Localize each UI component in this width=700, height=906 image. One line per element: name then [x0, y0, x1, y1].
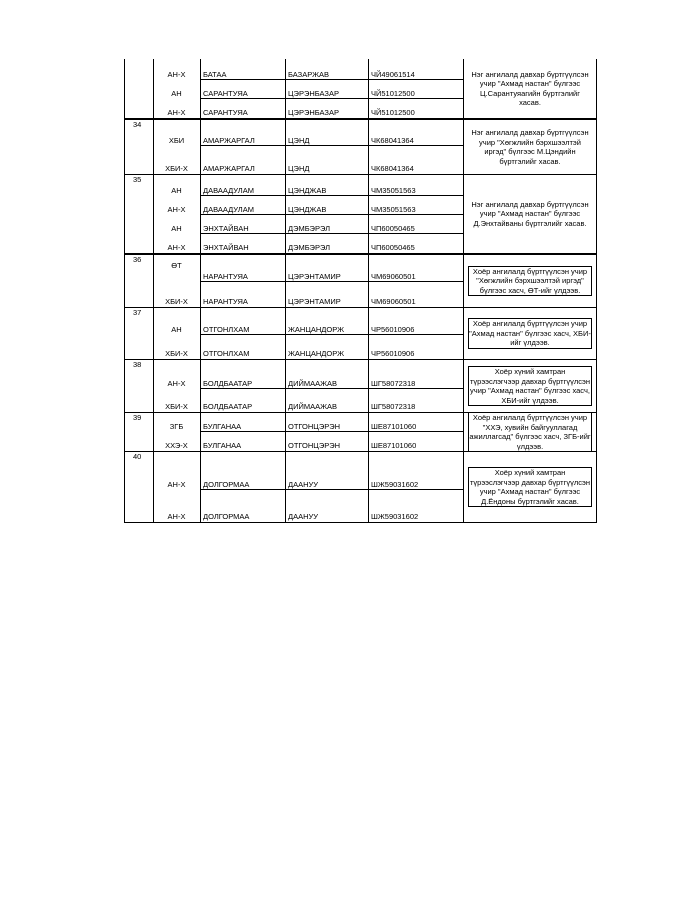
register-number-cell: ЧМ35051563	[371, 205, 416, 214]
first-name-cell: ДАВААДУЛАМ	[203, 186, 254, 195]
table-row	[125, 196, 464, 215]
register-number-cell: ШГ58072318	[371, 402, 416, 411]
first-name-cell: БАТАА	[203, 70, 227, 79]
category-code-cell: ХБИ-Х	[165, 402, 188, 411]
table-row-group	[124, 59, 597, 118]
note-text: Хоёр ангилалд бүртгүүлсэн учир "ХХЭ, хувийн байгууллагад ажиллагсад" бүлгээс хасч, ЗГБ-ийг үлдээв.	[469, 413, 591, 451]
table-row	[125, 99, 464, 118]
table-row	[125, 215, 464, 234]
last-name-cell: ДИЙМААЖАВ	[288, 379, 338, 388]
table-row	[125, 120, 464, 146]
first-name-cell: ОТГОНЛХАМ	[203, 349, 250, 358]
group-number: 36	[133, 255, 142, 264]
group-number: 35	[133, 175, 142, 184]
note-text: Нэг ангилалд давхар бүртгүүлсэн учир "Ахмад настан" бүлгээс Д.Энхтайваны бүртгэлийг хасав.	[471, 199, 589, 228]
register-number-cell: ШЕ87101060	[371, 422, 417, 431]
note-cell	[464, 255, 596, 307]
last-name-cell: ДЭМБЭРЭЛ	[288, 224, 331, 233]
register-number-cell: ЧР56010906	[371, 325, 415, 334]
register-number-cell: ЧР56010906	[371, 349, 415, 358]
last-name-cell: ЖАНЦАНДОРЖ	[288, 325, 345, 334]
category-code-cell: ХБИ-Х	[165, 164, 188, 173]
table-row-group	[124, 359, 597, 412]
note-text: Хоёр ангилалд бүртгүүлсэн учир "Хөгжлийн бэрхшээлтэй иргэд" бүлгээс хасч, ӨТ-ийг үлдээв.	[469, 267, 591, 296]
category-code-cell: АН-Х	[167, 108, 186, 117]
last-name-cell: ЦЭНД	[288, 164, 310, 173]
table-row-group	[124, 118, 597, 174]
register-number-cell: ШЖ59031602	[371, 512, 419, 521]
first-name-cell: БОЛДБААТАР	[203, 379, 253, 388]
note-cell	[464, 413, 596, 451]
register-number-cell: ЧМ35051563	[371, 186, 416, 195]
note-cell	[464, 308, 596, 359]
register-number-cell: ЧК68041364	[371, 164, 414, 173]
first-name-cell: ЭНХТАЙВАН	[203, 243, 249, 252]
table-row	[125, 360, 464, 389]
first-name-cell: БУЛГАНАА	[203, 441, 242, 450]
group-number: 34	[133, 120, 142, 129]
category-code-cell: АН-Х	[167, 70, 186, 79]
category-code-cell: АН	[171, 89, 182, 98]
table-row	[125, 59, 464, 80]
register-number-cell: ЧМ69060501	[371, 272, 416, 281]
table-row	[125, 80, 464, 99]
group-number: 37	[133, 308, 142, 317]
table-row	[125, 255, 464, 282]
table-row	[125, 335, 464, 359]
table-row-group	[124, 253, 597, 307]
category-code-cell: ЗГБ	[169, 422, 184, 431]
note-cell	[464, 452, 596, 522]
last-name-cell: ОТГОНЦЭРЭН	[288, 422, 341, 431]
last-name-cell: ДИЙМААЖАВ	[288, 402, 338, 411]
note-text: Хоёр хүний хамтран түрээслэгчээр давхар бүртгүүлсэн учир "Ахмад настан" бүлгээс Д.Ёндоны бүртгэлийг хасав.	[469, 468, 591, 506]
register-number-cell: ЧП60050465	[371, 243, 415, 252]
first-name-cell: ДАВААДУЛАМ	[203, 205, 254, 214]
last-name-cell: ДААНУУ	[288, 512, 319, 521]
note-cell	[464, 120, 596, 174]
register-number-cell: ШЖ59031602	[371, 480, 419, 489]
last-name-cell: БАЗАРЖАВ	[288, 70, 330, 79]
table-row-group	[124, 412, 597, 451]
first-name-cell: САРАНТУЯА	[203, 89, 248, 98]
register-number-cell: ЧЙ49061514	[371, 70, 415, 79]
category-code-cell: АН-Х	[167, 205, 186, 214]
note-text: Хоёр ангилалд бүртгүүлсэн учир "Ахмад настан" бүлгээс хасч, ХБИ-ийг үлдээв.	[469, 319, 591, 348]
first-name-cell: БУЛГАНАА	[203, 422, 242, 431]
first-name-cell: БОЛДБААТАР	[203, 402, 253, 411]
last-name-cell: ЦЭНД	[288, 136, 310, 145]
register-number-cell: ШГ58072318	[371, 379, 416, 388]
table-row	[125, 452, 464, 490]
group-number: 39	[133, 413, 142, 422]
category-code-cell: ХБИ-Х	[165, 297, 188, 306]
last-name-cell: ЖАНЦАНДОРЖ	[288, 349, 345, 358]
table-row	[125, 413, 464, 432]
table-row	[125, 490, 464, 522]
first-name-cell: АМАРЖАРГАЛ	[203, 136, 255, 145]
category-code-cell: АН-Х	[167, 512, 186, 521]
first-name-cell: САРАНТУЯА	[203, 108, 248, 117]
first-name-cell: АМАРЖАРГАЛ	[203, 164, 255, 173]
category-code-cell: ХБИ	[168, 136, 185, 145]
note-cell	[464, 59, 596, 118]
note-text: Нэг ангилалд давхар бүртгүүлсэн учир "Хөгжлийн бэрхшээлтэй иргэд" бүлгээс М.Цэндийн бүртгэлийг хасав.	[471, 128, 589, 166]
table-row	[125, 146, 464, 174]
last-name-cell: ОТГОНЦЭРЭН	[288, 441, 341, 450]
category-code-cell: ХХЭ-Х	[165, 441, 188, 450]
group-number: 38	[133, 360, 142, 369]
last-name-cell: ЦЭРЭНБАЗАР	[288, 108, 339, 117]
register-number-cell: ЧЙ51012500	[371, 89, 415, 98]
register-number-cell: ЧК68041364	[371, 136, 414, 145]
note-cell	[464, 360, 596, 412]
first-name-cell: ОТГОНЛХАМ	[203, 325, 250, 334]
table-row	[125, 282, 464, 307]
note-text: Хоёр хүний хамтран түрээслэгчээр давхар бүртгүүлсэн учир "Ахмад настан" бүлгээс хасч, ХБИ-ийг үлдээв.	[469, 367, 591, 405]
last-name-cell: ЦЭНДЖАВ	[288, 186, 327, 195]
last-name-cell: ДААНУУ	[288, 480, 319, 489]
category-code-cell: АН-Х	[167, 379, 186, 388]
table-row	[125, 389, 464, 412]
table-row	[125, 234, 464, 253]
note-cell	[464, 175, 596, 253]
last-name-cell: ДЭМБЭРЭЛ	[288, 243, 331, 252]
first-name-cell: НАРАНТУЯА	[203, 272, 248, 281]
register-number-cell: ЧМ69060501	[371, 297, 416, 306]
table-row-group	[124, 451, 597, 523]
table-row	[125, 175, 464, 196]
last-name-cell: ЦЭРЭНТАМИР	[288, 297, 341, 306]
group-number: 40	[133, 452, 142, 461]
register-number-cell: ЧП60050465	[371, 224, 415, 233]
duplicate-registrations-table	[124, 59, 597, 523]
first-name-cell: ДОЛГОРМАА	[203, 480, 250, 489]
last-name-cell: ЦЭНДЖАВ	[288, 205, 327, 214]
first-name-cell: НАРАНТУЯА	[203, 297, 248, 306]
register-number-cell: ШЕ87101060	[371, 441, 417, 450]
first-name-cell: ДОЛГОРМАА	[203, 512, 250, 521]
category-code-cell: ӨТ	[171, 261, 182, 270]
category-code-cell: АН-Х	[167, 243, 186, 252]
table-row-group	[124, 307, 597, 359]
category-code-cell: ХБИ-Х	[165, 349, 188, 358]
table-row	[125, 432, 464, 451]
category-code-cell: АН-Х	[167, 480, 186, 489]
register-number-cell: ЧЙ51012500	[371, 108, 415, 117]
last-name-cell: ЦЭРЭНБАЗАР	[288, 89, 339, 98]
first-name-cell: ЭНХТАЙВАН	[203, 224, 249, 233]
table-row	[125, 308, 464, 335]
last-name-cell: ЦЭРЭНТАМИР	[288, 272, 341, 281]
note-text: Нэг ангилалд давхар бүртгүүлсэн учир "Ахмад настан" бүлгээс Ц.Сарантуяагийн бүртгэлийг хасав.	[471, 69, 589, 107]
category-code-cell: АН	[171, 325, 182, 334]
category-code-cell: АН	[171, 186, 182, 195]
category-code-cell: АН	[171, 224, 182, 233]
table-row-group	[124, 174, 597, 253]
